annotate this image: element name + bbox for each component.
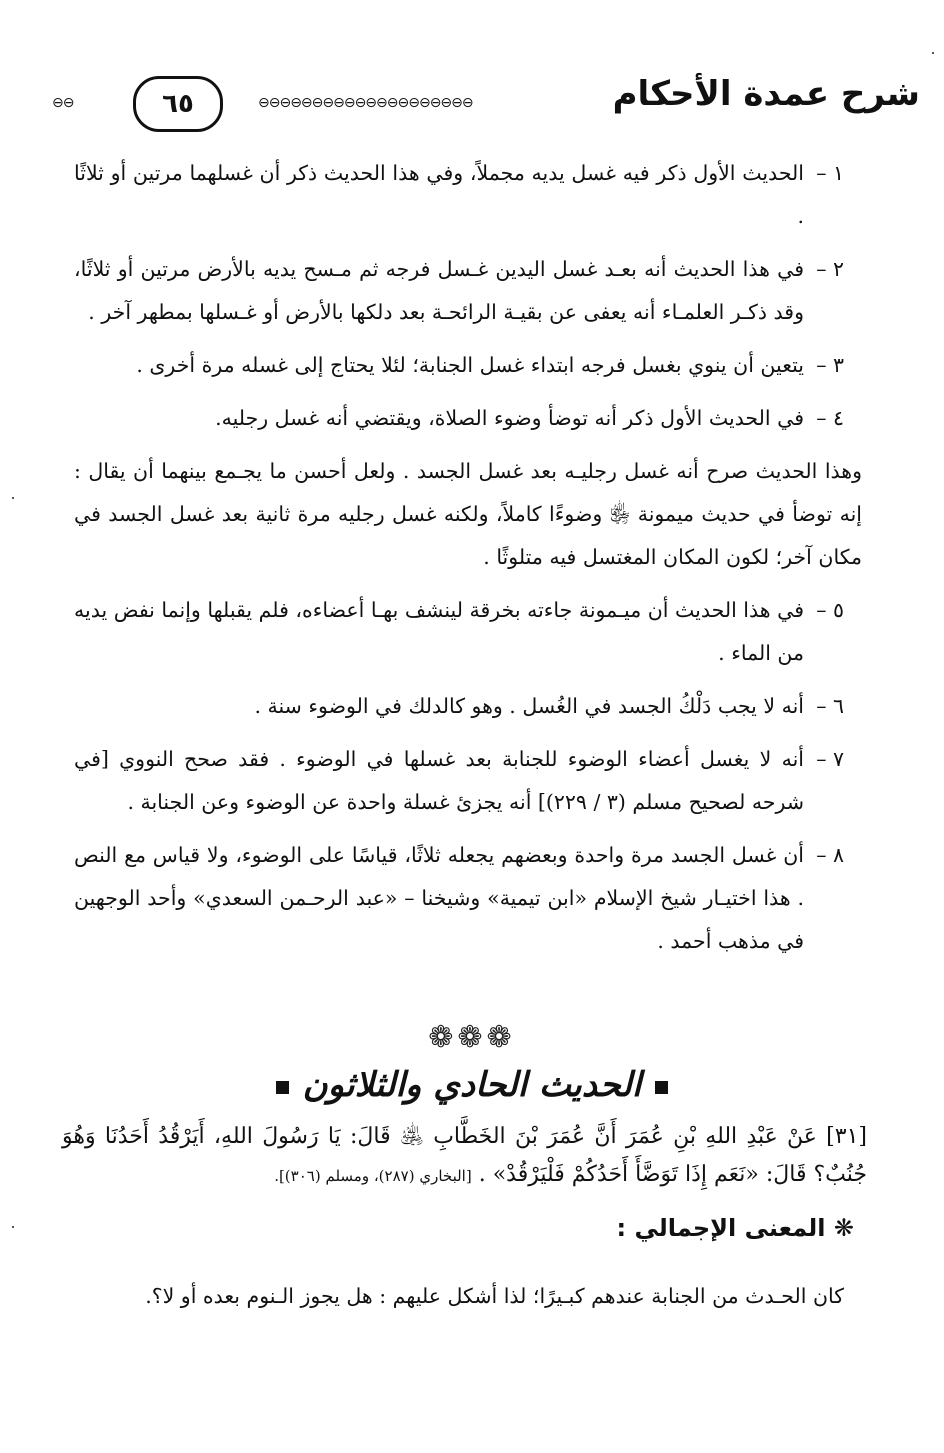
list-item [74,589,844,675]
item-text: يتعين أن ينوي بغسل فرجه ابتداء غسل الجنابة؛ لئلا يحتاج إلى غسله مرة أخرى . [136,353,804,377]
square-bullet-icon [655,1081,668,1094]
list-item [74,248,844,334]
header-ornament-right: ⊖⊖⊖⊖⊖⊖⊖⊖⊖⊖⊖⊖⊖⊖⊖⊖⊖⊖⊖⊖ [258,95,473,111]
list-item [74,344,844,387]
scan-speck [932,52,934,54]
page-header [30,70,920,140]
item-number: ٧ – [816,747,844,771]
heading-text: الحديث الحادي والثلاثون [302,1065,642,1105]
section-title: ❋ المعنى الإجمالي : [616,1214,854,1242]
item-number: ٣ – [816,353,844,377]
item-number: ٨ – [816,843,844,867]
item-number: ١ – [816,161,844,185]
square-bullet-icon [276,1081,289,1094]
paragraph: وهذا الحديث صرح أنه غسل رجليـه بعد غسل الجسد . ولعل أحسن ما يجـمع بينهما أن يقال : إنه توضأ في حديث ميمونة ﵂ وضوءًا كاملاً، ولكنه غسل رجليه مرة ثانية بعد غسل الجسد في مكان آخر؛ لكون المكان المغتسل فيه متلوثًا . [74,459,862,569]
item-text: أنه لا يغسل أعضاء الوضوء للجنابة بعد غسلها في الوضوء . فقد صحح النووي [في شرحه لصحيح مسلم (٣ / ٢٢٩)] أنه يجزئ غسلة واحدة عن الوضوء وعن الجنابة . [74,747,804,814]
item-text: في الحديث الأول ذكر أنه توضأ وضوء الصلاة، ويقتضي أنه غسل رجليه. [215,406,804,430]
item-number: ٢ – [816,257,844,281]
item-text: الحديث الأول ذكر فيه غسل يديه مجملاً، وفي هذا الحديث ذكر أن غسلهما مرتين أو ثلاثًا . [74,161,804,228]
hadith-text-block [62,1118,867,1195]
book-title: شرح عمدة الأحكام [612,74,920,114]
section-separator: ❁❁❁ [428,1020,516,1055]
hadith-reference: [البخاري (٢٨٧)، ومسلم (٣٠٦)]. [274,1167,472,1185]
page-number: ٦٥ [133,76,223,132]
hadith-heading [0,1065,944,1105]
list-item [74,397,844,440]
header-ornament-left: ⊖⊖ [52,95,74,111]
item-number: ٥ – [816,598,844,622]
item-text: في هذا الحديث أنه بعـد غسل اليدين غـسل فرجه ثم مـسح يديه بالأرض مرتين أو ثلاثًا، وقد ذكـر العلمـاء أنه يعفى عن بقيـة الرائحـة بعد دلكها بالأرض أو غـسلها بمطهر آخر . [74,257,804,324]
list-item [74,152,844,238]
list-item [74,738,844,824]
list-item [74,834,844,963]
hadith-text: [٣١] عَنْ عَبْدِ اللهِ بْنِ عُمَرَ أَنَّ عُمَرَ بْنَ الخَطَّابِ ﵁ قَالَ: يَا رَسُولَ اللهِ، أَيَرْقُدُ أَحَدُنَا وَهُوَ جُنُبٌ؟ قَالَ: «نَعَم إِذَا تَوَضَّأَ أَحَدُكُمْ فَلْيَرْقُدْ» . [62,1124,867,1187]
item-number: ٤ – [816,406,844,430]
list-item [74,685,844,728]
closing-paragraph: كان الحـدث من الجنابة عندهم كبـيرًا؛ لذا أشكل عليهم : هل يجوز الـنوم بعده أو لا؟. [145,1284,844,1308]
item-text: أن غسل الجسد مرة واحدة وبعضهم يجعله ثلاثًا، قياسًا على الوضوء، ولا قياس مع النص . هذا اختيـار شيخ الإسلام «ابن تيمية» وشيخنا – «عبد الرحـمن السعدي» وأحد الوجهين في مذهب أحمد . [74,843,804,953]
item-text: في هذا الحديث أن ميـمونة جاءته بخرقة لينشف بهـا أعضاءه، فلم يقبلها وإنما نفض يديه من الماء . [74,598,804,665]
scan-speck [12,1226,14,1228]
commentary-body [74,152,862,973]
scan-speck [12,497,14,499]
item-text: أنه لا يجب دَلْكُ الجسد في الغُسل . وهو كالدلك في الوضوء سنة . [254,694,804,718]
item-number: ٦ – [816,694,844,718]
